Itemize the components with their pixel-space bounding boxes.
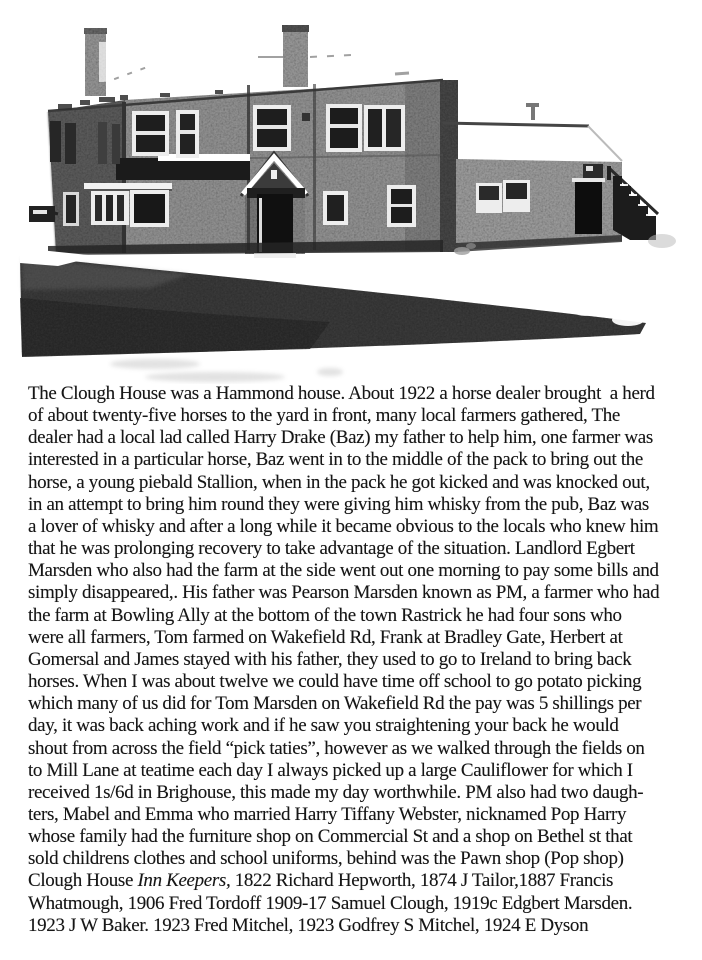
text-segment: horses. When I was about twelve we could have time off school to go potato picking xyxy=(28,671,642,693)
text-segment: Gomersal and James stayed with his father, they used to go to Ireland to bring back xyxy=(28,648,632,670)
bay-cornice xyxy=(84,183,172,189)
text-segment: 1822 Richard Hepworth, 1874 J Tailor,1887 Francis xyxy=(230,870,614,892)
gable-finial xyxy=(271,170,277,179)
wing-door-lintel xyxy=(572,178,605,182)
hanging-sign xyxy=(29,206,58,222)
window xyxy=(63,192,79,226)
text-segment: horse, a young piebald Stallion, when in the pack he got kicked and was knocked out, xyxy=(28,471,650,493)
snow-mound xyxy=(612,314,644,326)
italic-segment: Inn Keepers, xyxy=(137,870,231,892)
snow-mound xyxy=(575,308,595,316)
history-text xyxy=(28,383,688,937)
text-line xyxy=(28,782,688,804)
center-chimney xyxy=(283,27,308,87)
text-line xyxy=(28,516,688,538)
text-line xyxy=(28,494,688,516)
shrub xyxy=(648,234,676,248)
text-segment: Whatmough, 1906 Fred Tordoff 1909-17 Samuel Clough, 1919c Edgbert Marsden. xyxy=(28,892,633,914)
shrub xyxy=(466,243,476,249)
clough-house-photo-svg xyxy=(0,0,702,384)
text-line xyxy=(28,760,688,782)
corner-recess xyxy=(440,80,458,252)
window xyxy=(130,190,169,227)
text-segment: Clough House xyxy=(28,870,138,892)
text-segment: of about twenty-five horses to the yard in front, many local farmers gathered, The xyxy=(28,405,620,427)
text-line xyxy=(28,449,688,471)
text-line xyxy=(28,627,688,649)
text-line xyxy=(28,915,688,937)
text-line xyxy=(28,383,688,405)
text-segment: Marsden who also had the farm at the side went out one morning to pay some bills and xyxy=(28,560,659,582)
text-segment: The Clough House was a Hammond house. About 1922 a horse dealer brought a herd xyxy=(28,383,655,404)
chimney-snow xyxy=(99,42,106,82)
text-line xyxy=(28,649,688,671)
window xyxy=(91,191,129,225)
wall-vent xyxy=(302,113,310,121)
text-segment: a lover of whisky and after a long while it became obvious to the locals who knew him xyxy=(28,515,659,537)
text-line xyxy=(28,605,688,627)
window-slit xyxy=(98,122,107,164)
wing-doorway xyxy=(575,182,602,234)
text-segment: sold childrens clothes and school uniforms, behind was the Pawn shop (Pop shop) xyxy=(28,848,624,870)
window xyxy=(326,104,362,152)
window xyxy=(503,180,530,212)
shrub xyxy=(454,247,470,255)
window-slit xyxy=(112,124,120,164)
window xyxy=(253,105,291,151)
window xyxy=(323,191,348,225)
text-line xyxy=(28,826,688,848)
door-step xyxy=(254,253,296,258)
window xyxy=(364,105,405,151)
text-line xyxy=(28,472,688,494)
window-slit xyxy=(65,123,76,164)
text-line xyxy=(28,405,688,427)
text-line xyxy=(28,870,688,892)
text-segment: the farm at Bowling Ally at the bottom of the town Rastrick he had four sons who xyxy=(28,604,622,626)
window-slit xyxy=(50,121,61,162)
text-segment: simply disappeared,. His father was Pearson Marsden known as PM, a farmer who had xyxy=(28,582,660,604)
text-line xyxy=(28,693,688,715)
text-segment: whose family had the furniture shop on Commercial St and a shop on Bethel st that xyxy=(28,826,633,848)
text-line xyxy=(28,427,688,449)
clough-house-photo xyxy=(0,0,702,384)
text-segment: ters, Mabel and Emma who married Harry Tiffany Webster, nicknamed Pop Harry xyxy=(28,803,627,825)
text-line xyxy=(28,582,688,604)
text-segment: that he was prolonging recovery to take advantage of the situation. Landlord Egbert xyxy=(28,538,635,560)
window xyxy=(132,111,169,156)
sign-band xyxy=(116,158,250,180)
sign-band-snow xyxy=(158,154,250,161)
text-line xyxy=(28,715,688,737)
text-segment: which many of us did for Tom Marsden on Wakefield Rd the pay was 5 shillings per xyxy=(28,693,642,715)
text-line xyxy=(28,893,688,915)
text-line xyxy=(28,560,688,582)
text-segment: 1923 J W Baker. 1923 Fred Mitchel, 1923 Godfrey S Mitchel, 1924 E Dyson xyxy=(28,914,589,936)
text-line xyxy=(28,671,688,693)
text-segment: in an attempt to bring him round they were giving him whisky from the pub, Baz was xyxy=(28,493,649,515)
window xyxy=(387,185,416,227)
text-line xyxy=(28,804,688,826)
text-segment: to Mill Lane at teatime each day I always picked up a large Cauliflower for which I xyxy=(28,759,633,781)
text-line xyxy=(28,848,688,870)
text-segment: were all farmers, Tom farmed on Wakefield Rd, Frank at Bradley Gate, Herbert at xyxy=(28,626,623,648)
text-segment: shout from across the field “pick taties”, however as we walked through the fields on xyxy=(28,737,645,759)
text-line xyxy=(28,738,688,760)
text-segment: received 1s/6d in Brighouse, this made my day worthwhile. PM also had two daugh- xyxy=(28,781,644,803)
text-line xyxy=(28,538,688,560)
text-segment: dealer had a local lad called Harry Drake (Baz) my father to help him, one farmer was xyxy=(28,427,653,449)
text-segment: interested in a particular horse, Baz went in to the middle of the pack to bring out the xyxy=(28,449,644,471)
window xyxy=(176,110,199,158)
text-segment: day, it was back aching work and if he saw you straightening your back he would xyxy=(28,715,619,737)
window xyxy=(476,183,502,213)
